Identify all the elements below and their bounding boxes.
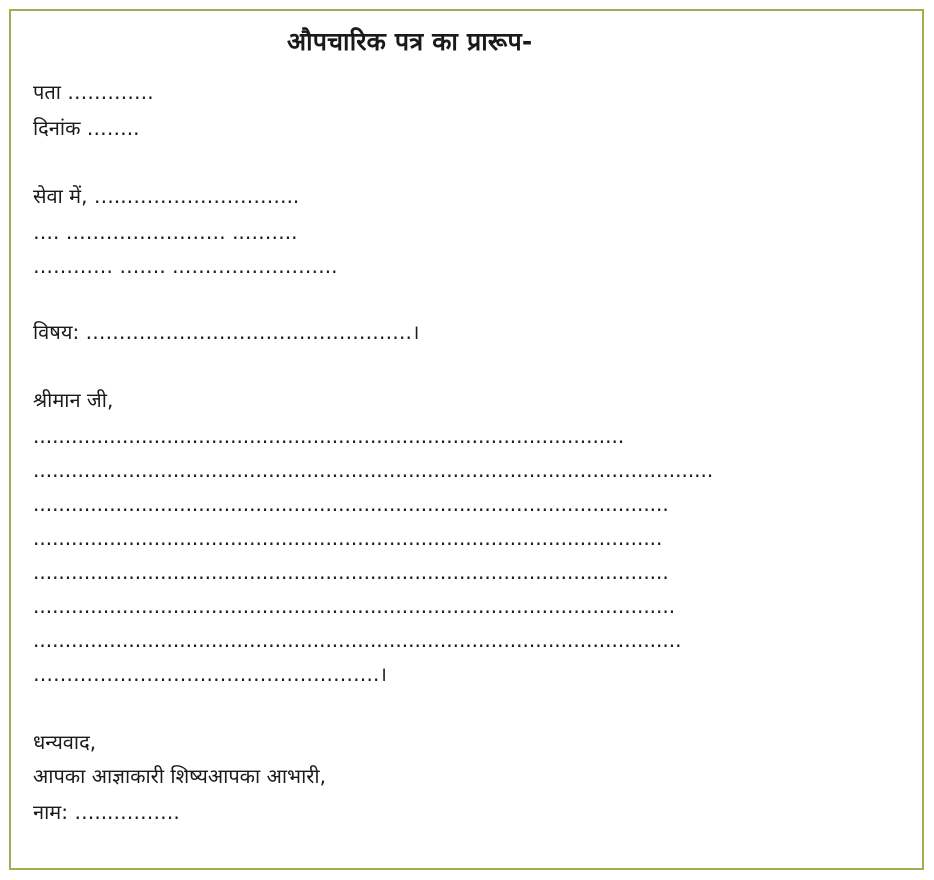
recipient-line-1: सेवा में, …..……………………..	[33, 184, 300, 208]
body-line: ....................................................................................................	[33, 492, 669, 516]
body-line: .....................................................................................................	[33, 594, 676, 618]
signoff: आपका आज्ञाकारी शिष्यआपका आभारी,	[33, 764, 326, 788]
body-line: ...................................................................................................	[33, 526, 663, 550]
date-line: दिनांक ……..	[33, 116, 140, 140]
address-line: पता ………….	[33, 80, 154, 104]
subject-line: विषय: ………………………………………….।	[33, 320, 420, 344]
body-line: ....................................................................................................	[33, 560, 669, 584]
document-title: औपचारिक पत्र का प्रारूप-	[287, 27, 533, 56]
salutation: श्रीमान जी,	[33, 388, 114, 412]
recipient-line-2: …. …………………… ..……..	[33, 220, 298, 244]
recipient-line-3: ………… ……. ..…………………..	[33, 254, 338, 278]
body-line: .............................................................................................	[33, 424, 625, 448]
name-line: नाम: …...……….	[33, 800, 180, 824]
closing: धन्यवाद,	[33, 730, 97, 754]
body-line: ...........................................................................................................	[33, 458, 714, 482]
body-line: ......................................................................................................	[33, 628, 682, 652]
body-line: …………………………………………….।	[33, 662, 387, 686]
